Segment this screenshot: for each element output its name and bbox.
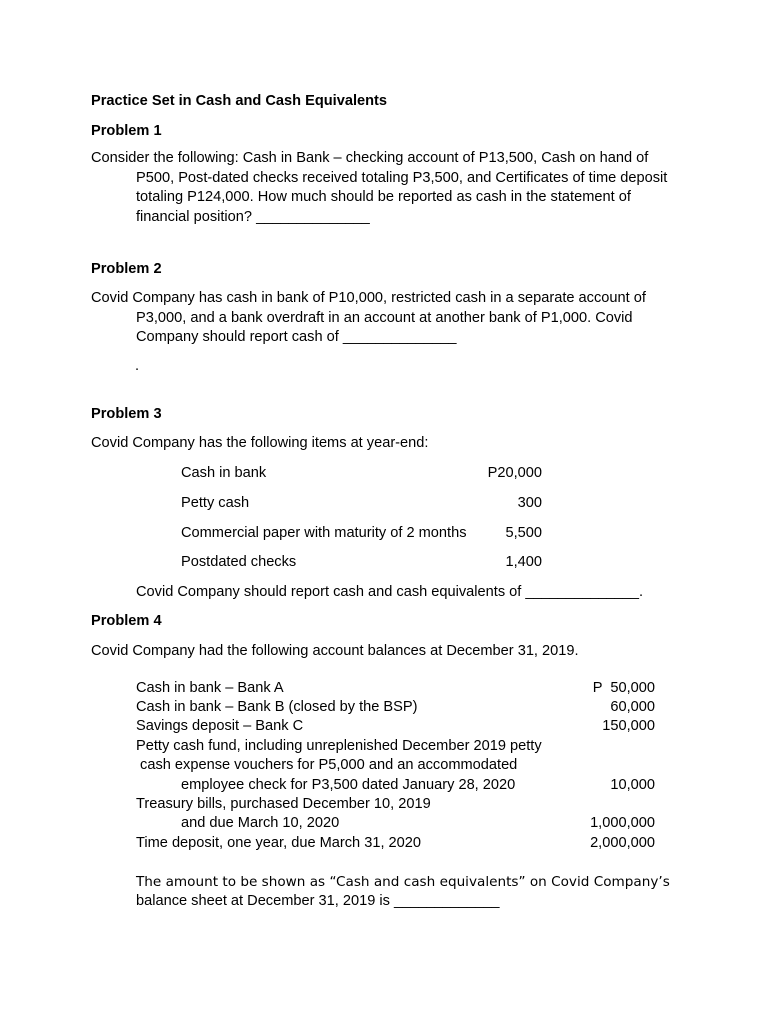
item-amount: 1,400	[505, 554, 542, 570]
balance-label: Petty cash fund, including unreplenished December 2019 petty	[136, 738, 542, 754]
problem-1-line-1: Consider the following: Cash in Bank – checking account of P13,500, Cash on hand of	[91, 150, 649, 166]
problem-1-heading: Problem 1	[91, 123, 162, 139]
balance-amount: 2,000,000	[590, 835, 655, 851]
problem-4-question-line-2: balance sheet at December 31, 2019 is _____________	[136, 893, 500, 909]
problem-4-heading: Problem 4	[91, 613, 162, 629]
problem-2-line-3: Company should report cash of ______________	[136, 329, 457, 345]
item-label: Petty cash	[181, 495, 250, 511]
item-label: Postdated checks	[181, 554, 297, 570]
balance-amount: 150,000	[602, 718, 655, 734]
problem-2-heading: Problem 2	[91, 261, 162, 277]
balance-label: Savings deposit – Bank C	[136, 718, 304, 734]
balance-label: employee check for P3,500 dated January 28, 2020	[181, 777, 516, 793]
balance-label: Treasury bills, purchased December 10, 2019	[136, 796, 431, 812]
problem-2-line-2: P3,000, and a bank overdraft in an account at another bank of P1,000. Covid	[136, 309, 633, 326]
problem-3-intro: Covid Company has the following items at year-end:	[91, 435, 429, 451]
balance-amount: 10,000	[610, 777, 655, 793]
balance-amount: 1,000,000	[590, 815, 655, 831]
problem-1-line-4: financial position? ______________	[136, 208, 370, 225]
problem-2-line-1: Covid Company has cash in bank of P10,000, restricted cash in a separate account of	[91, 290, 646, 306]
problem-3-question: Covid Company should report cash and cash equivalents of ______________.	[136, 584, 644, 600]
item-amount: 300	[517, 495, 542, 511]
item-amount: P20,000	[487, 465, 542, 481]
balance-amount: 60,000	[610, 699, 655, 715]
balance-label: Cash in bank – Bank B (closed by the BSP)	[136, 699, 418, 715]
problem-4-intro: Covid Company had the following account balances at December 31, 2019.	[91, 643, 579, 659]
balance-label: and due March 10, 2020	[181, 815, 340, 831]
problem-2-dot: .	[135, 358, 140, 374]
item-label: Cash in bank	[181, 465, 267, 481]
problem-1-text	[91, 149, 678, 227]
problem-1-line-3: totaling P124,000. How much should be reported as cash in the statement of	[136, 189, 631, 205]
page-title: Practice Set in Cash and Cash Equivalents	[91, 93, 388, 109]
problem-3-heading: Problem 3	[91, 406, 162, 422]
item-label: Commercial paper with maturity of 2 months	[181, 525, 467, 541]
balance-label: Cash in bank – Bank A	[136, 680, 284, 696]
problem-4-question-line-1: The amount to be shown as “Cash and cash equivalents” on Covid Company’s	[136, 874, 670, 890]
balance-label: Time deposit, one year, due March 31, 2020	[136, 835, 422, 851]
balance-label: cash expense vouchers for P5,000 and an accommodated	[136, 757, 518, 773]
balance-amount: P 50,000	[592, 680, 655, 696]
item-amount: 5,500	[505, 525, 542, 541]
problem-1-line-2: P500, Post-dated checks received totaling P3,500, and Certificates of time deposit	[136, 169, 668, 186]
problem-2-text	[91, 289, 678, 348]
